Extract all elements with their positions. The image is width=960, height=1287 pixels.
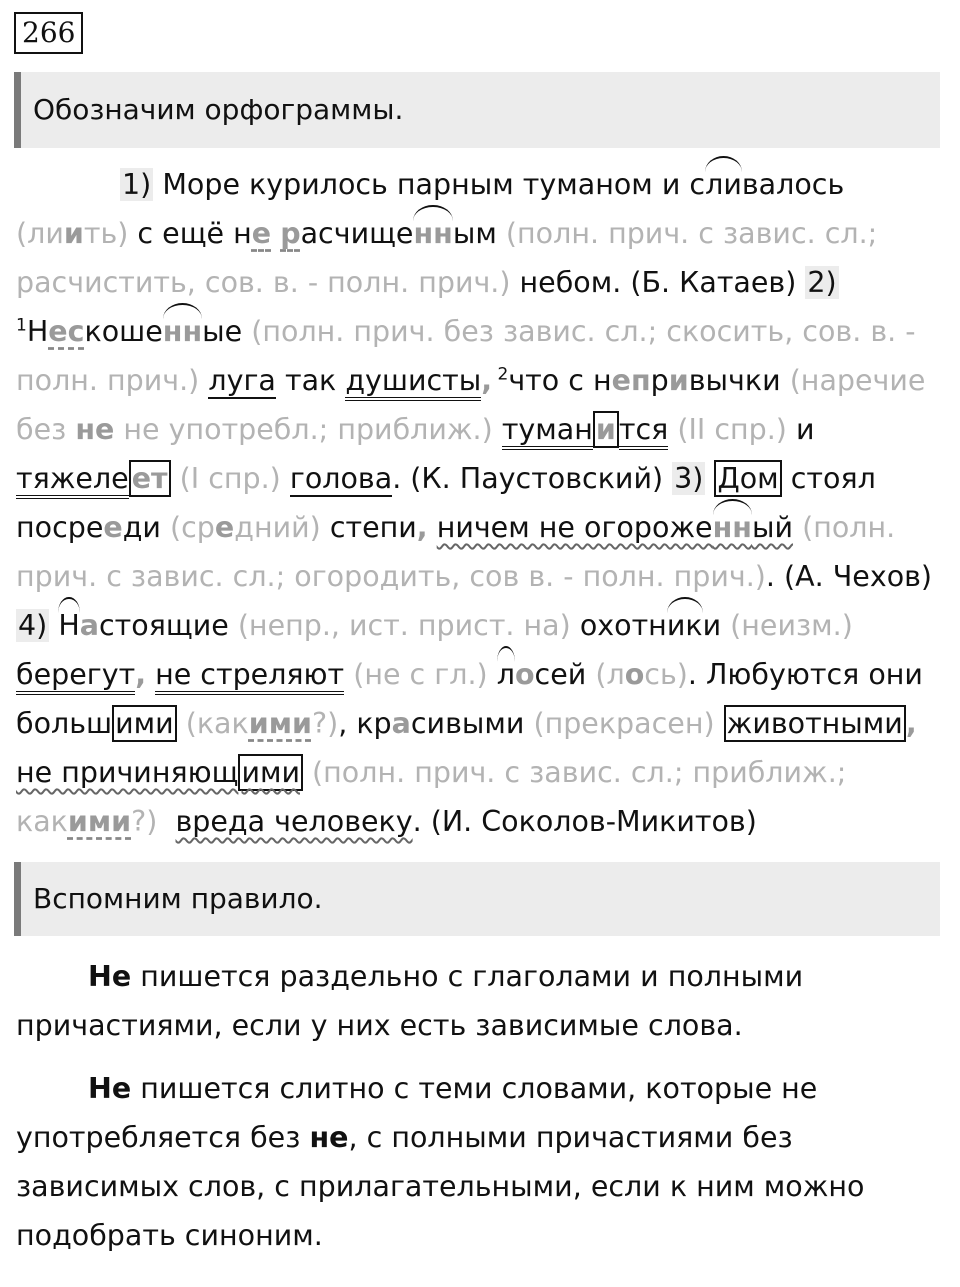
- word: так: [275, 364, 346, 397]
- punctuation: ,: [481, 364, 493, 397]
- space: [488, 658, 497, 691]
- rule-line: [16, 1113, 941, 1162]
- text-line-1: [16, 160, 941, 209]
- word: больш: [16, 707, 113, 740]
- punctuation: ,: [905, 707, 917, 740]
- hint: полн. прич.): [16, 364, 200, 397]
- hint: ть): [83, 217, 129, 250]
- word: с ещё н: [128, 217, 252, 250]
- word: . (К. Паустовский): [392, 462, 673, 495]
- highlight: е: [214, 511, 235, 544]
- hint: как: [16, 805, 68, 838]
- punctuation: ,: [135, 658, 147, 691]
- text-line-14: [16, 797, 941, 846]
- hint: сь): [644, 658, 688, 691]
- text-line-4: [16, 307, 941, 356]
- word: и: [702, 609, 731, 642]
- suffix-mark: ик: [667, 601, 703, 650]
- rule-line: [16, 1211, 941, 1260]
- text-line-6: [16, 405, 941, 454]
- highlight: не: [75, 413, 115, 446]
- rule-text: употребляется без: [16, 1121, 310, 1154]
- hint: (полн.: [793, 511, 896, 544]
- rule-paragraph-1: [16, 952, 941, 1050]
- rule-line: [16, 1064, 941, 1113]
- word: стоящие: [99, 609, 238, 642]
- word: , кр: [338, 707, 392, 740]
- highlight: ес: [48, 315, 85, 348]
- word: охотн: [570, 609, 667, 642]
- root-mark: ли: [705, 160, 742, 209]
- prefix-mark: Н: [58, 601, 79, 650]
- rule-keyword: не: [309, 1121, 349, 1154]
- rule-text: причастиями, если у них есть зависимые слова.: [16, 1009, 743, 1042]
- participle-underline: ый: [751, 511, 794, 544]
- rule-text: зависимых слов, с прилагательными, если к ним можно: [16, 1170, 865, 1203]
- word: . (И. Соколов-Микитов): [412, 805, 757, 838]
- hint: (наречие: [789, 364, 926, 397]
- word: сивыми: [410, 707, 534, 740]
- word-box: животными: [724, 705, 906, 742]
- subject-underline: голова: [289, 462, 393, 495]
- suffix-mark: нн: [713, 503, 752, 552]
- predicate-underline: тяжеле: [16, 462, 129, 499]
- text-line-7: [16, 454, 941, 503]
- hint: (полн. прич. с завис. сл.;: [505, 217, 878, 250]
- predicate-underline: туман: [502, 413, 593, 450]
- text-line-8: [16, 503, 941, 552]
- word: и: [786, 413, 815, 446]
- word: Море курилось парным туманом и с: [153, 168, 706, 201]
- ending-box: ими: [238, 754, 303, 791]
- text-line-9: [16, 552, 941, 601]
- highlight: ими: [248, 707, 312, 740]
- word: валось: [741, 168, 845, 201]
- rule-line: [16, 1001, 941, 1050]
- space: [49, 609, 58, 642]
- highlight: о: [624, 658, 645, 691]
- participle-underline: не причиняющ: [16, 756, 239, 789]
- predicate-underline: душисты: [345, 364, 481, 401]
- sentence-number: 3): [674, 462, 704, 495]
- hint: (полн. прич. без завис. сл.; скосить, сов. в. -: [251, 315, 916, 348]
- word: ди: [122, 511, 171, 544]
- hint: (как: [176, 707, 249, 740]
- superscript: 2: [492, 364, 509, 385]
- hint: ?): [131, 805, 158, 838]
- highlight: о: [514, 658, 535, 691]
- hint: (полн. прич. с завис. сл.; приближ.;: [303, 756, 847, 789]
- hint: (непр., ист. прист. на): [237, 609, 571, 642]
- ending-box: ет: [129, 460, 171, 497]
- word: степи: [320, 511, 417, 544]
- ending-box: и: [593, 411, 619, 448]
- predicate-underline: берегут: [16, 658, 135, 695]
- sentence-number: 1): [122, 168, 152, 201]
- punctuation: ,: [416, 511, 428, 544]
- rule-line: [16, 952, 941, 1001]
- highlight: еп: [611, 364, 651, 397]
- hint: (прекрасен): [533, 707, 715, 740]
- highlight: и: [63, 217, 84, 250]
- hint: расчистить, сов. в. - полн. прич.): [16, 266, 511, 299]
- highlight: а: [391, 707, 411, 740]
- hint: дний): [234, 511, 321, 544]
- space: [157, 805, 175, 838]
- text-line-11: [16, 650, 941, 699]
- word: . (А. Чехов): [765, 560, 933, 593]
- hint: (II спр.): [668, 413, 787, 446]
- subject-box: Дом: [714, 460, 781, 497]
- hint: (не с гл.): [344, 658, 488, 691]
- hint: ?): [311, 707, 339, 740]
- text-line-2: [16, 209, 941, 258]
- sentence-number: 2): [807, 266, 837, 299]
- ending-box: ими: [112, 705, 177, 742]
- hint: прич. с завис. сл.; огородить, сов в. - полн. прич.): [16, 560, 766, 593]
- space: [281, 462, 290, 495]
- sentence-number: 4): [18, 609, 48, 642]
- rule-paragraph-2: [16, 1064, 941, 1260]
- word: . Любуются они: [687, 658, 923, 691]
- section-banner-orthograms: Обозначим орфограммы.: [14, 72, 940, 148]
- suffix-mark: нн: [413, 209, 452, 258]
- rules-text: [16, 952, 941, 1274]
- hint: без: [16, 413, 76, 446]
- highlight: и: [668, 364, 689, 397]
- highlight: р: [280, 217, 301, 250]
- word: вычки: [688, 364, 790, 397]
- rule-keyword: Не: [88, 1072, 132, 1105]
- hint: (I спр.): [170, 462, 281, 495]
- highlight: ими: [67, 805, 132, 838]
- exercise-text: [16, 160, 941, 846]
- rule-line: [16, 1162, 941, 1211]
- word: ым: [452, 217, 506, 250]
- rule-text: пишется слитно с теми словами, которые не: [131, 1072, 818, 1105]
- hint: (ср: [170, 511, 215, 544]
- rule-text: подобрать синоним.: [16, 1219, 323, 1252]
- word: что с н: [508, 364, 612, 397]
- root-mark: л: [497, 650, 515, 699]
- word: стоял: [781, 462, 876, 495]
- word: коше: [84, 315, 163, 348]
- word: ые: [202, 315, 252, 348]
- space: [715, 707, 724, 740]
- rule-text: , с полными причастиями без: [348, 1121, 793, 1154]
- word: сей: [534, 658, 596, 691]
- hint: (ли: [16, 217, 64, 250]
- space: [493, 413, 502, 446]
- participle-underline: ничем не огороже: [436, 511, 713, 544]
- superscript: 1: [16, 315, 27, 336]
- text-line-3: [16, 258, 941, 307]
- space: [428, 511, 437, 544]
- word: Н: [26, 315, 49, 348]
- space: [271, 217, 280, 250]
- task-number: 266: [14, 12, 83, 54]
- text-line-12: [16, 699, 941, 748]
- hint: (неизм.): [730, 609, 853, 642]
- section-banner-rule: Вспомним правило.: [14, 862, 940, 936]
- highlight: е: [103, 511, 123, 544]
- highlight: е: [251, 217, 272, 250]
- space: [146, 658, 155, 691]
- predicate-underline: тся: [619, 413, 668, 450]
- highlight: а: [79, 609, 99, 642]
- predicate-underline: не стреляют: [155, 658, 344, 695]
- subject-underline: луга: [208, 364, 276, 397]
- text-line-5: [16, 356, 941, 405]
- hint: (л: [595, 658, 625, 691]
- rule-text: пишется раздельно с глаголами и полными: [131, 960, 804, 993]
- word: посре: [16, 511, 104, 544]
- word: р: [650, 364, 669, 397]
- rule-keyword: Не: [88, 960, 132, 993]
- suffix-mark: нн: [163, 307, 202, 356]
- text-line-13: [16, 748, 941, 797]
- word: небом. (Б. Катаев): [510, 266, 806, 299]
- object-underline: вреда человеку: [175, 805, 413, 838]
- word: асчище: [300, 217, 414, 250]
- hint: не употребл.; приближ.): [114, 413, 493, 446]
- text-line-10: [16, 601, 941, 650]
